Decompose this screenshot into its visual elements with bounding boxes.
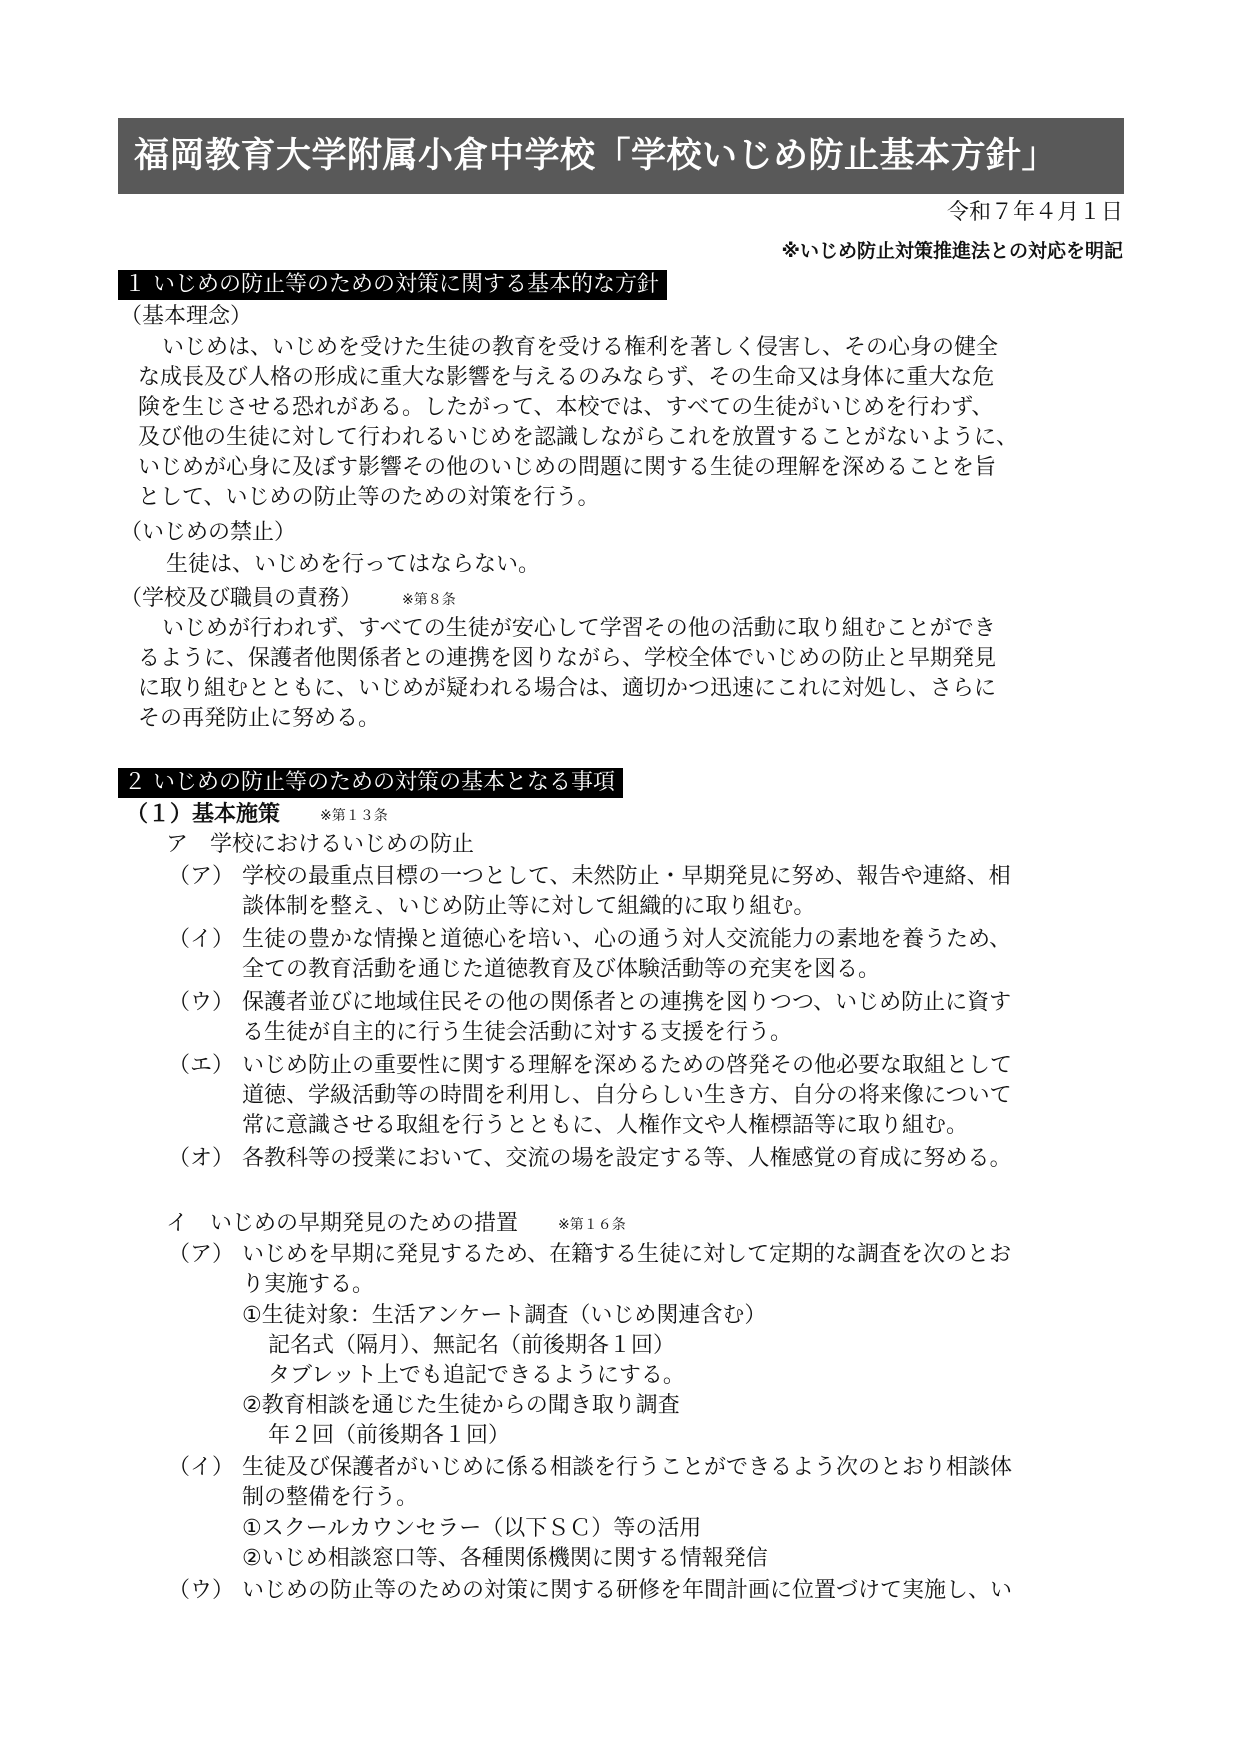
paragraph-line: いじめが心身に及ぼす影響その他のいじめの問題に関する生徒の理解を深めることを旨 — [138, 455, 997, 480]
list-item-line: り実施する。 — [242, 1272, 375, 1297]
list-item-line: る生徒が自主的に行う生徒会活動に対する支援を行う。 — [242, 1020, 793, 1045]
paragraph-line: な成長及び人格の形成に重大な影響を与えるのみならず、その生命又は身体に重大な危 — [138, 365, 995, 390]
article-note: ※第８条 — [402, 592, 456, 608]
list-item-line: 保護者並びに地域住民その他の関係者との連携を図りつつ、いじめ防止に資す — [242, 990, 1012, 1015]
list-mark: （ウ） — [168, 990, 235, 1015]
list-item-line: 学校の最重点目標の一つとして、未然防止・早期発見に努め、報告や連絡、相 — [242, 864, 1011, 889]
list-item-line: いじめを早期に発見するため、在籍する生徒に対して定期的な調査を次のとお — [242, 1242, 1012, 1267]
law-correspondence-note: ※いじめ防止対策推進法との対応を明記 — [781, 240, 1123, 262]
paragraph-line: 及び他の生徒に対して行われるいじめを認識しながらこれを放置することがないように、 — [138, 425, 1019, 450]
list-item-line: 談体制を整え、いじめ防止等に対して組織的に取り組む。 — [242, 894, 816, 919]
paragraph-line: 険を生じさせる恐れがある。したがって、本校では、すべての生徒がいじめを行わず、 — [138, 395, 994, 420]
list-item-line: いじめ防止の重要性に関する理解を深めるための啓発その他必要な取組として — [242, 1053, 1013, 1078]
list-mark: （ア） — [168, 1242, 235, 1267]
section1-heading: １ いじめの防止等のための対策に関する基本的な方針 — [118, 270, 667, 300]
sub-list-line: ②教育相談を通じた生徒からの聞き取り調査 — [242, 1393, 680, 1418]
list-item-line: 常に意識させる取組を行うとともに、人権作文や人権標語等に取り組む。 — [242, 1113, 969, 1138]
section2-heading: ２ いじめの防止等のための対策の基本となる事項 — [118, 768, 623, 798]
list-item-line: いじめの防止等のための対策に関する研修を年間計画に位置づけて実施し、い — [242, 1578, 1013, 1603]
list-item-line: 生徒及び保護者がいじめに係る相談を行うことができるよう次のとおり相談体 — [242, 1455, 1013, 1480]
section2-subheading-basic-measures — [126, 800, 388, 831]
sub-list-line: 記名式（隔月）、無記名（前後期各１回） — [268, 1333, 676, 1358]
sub-list-line: ①生徒対象：生活アンケート調査（いじめ関連含む） — [242, 1303, 767, 1328]
list-item-line: 全ての教育活動を通じた道徳教育及び体験活動等の充実を図る。 — [242, 957, 881, 982]
list-mark: （オ） — [168, 1146, 235, 1171]
list-item-line: 各教科等の授業において、交流の場を設定する等、人権感覚の育成に努める。 — [242, 1146, 1012, 1171]
paragraph-line: るように、保護者他関係者との連携を図りながら、学校全体でいじめの防止と早期発見 — [138, 646, 997, 671]
article-note: ※第１６条 — [558, 1217, 626, 1233]
list-mark: （ア） — [168, 864, 235, 889]
item-b-label: イ いじめの早期発見のための措置 — [166, 1211, 519, 1236]
sub-list-line: 年２回（前後期各１回） — [268, 1423, 511, 1448]
duties-label: （学校及び職員の責務） — [120, 586, 363, 611]
paragraph-line: に取り組むとともに、いじめが疑われる場合は、適切かつ迅速にこれに対処し、さらに — [138, 676, 997, 701]
section1-subheading-prohibition: （いじめの禁止） — [120, 520, 297, 545]
paragraph-line: いじめが行われず、すべての生徒が安心して学習その他の活動に取り組むことができ — [162, 616, 996, 641]
section1-subheading-duties — [120, 584, 456, 615]
section1-subheading-basic-philosophy: （基本理念） — [120, 304, 253, 329]
list-mark: （イ） — [168, 927, 235, 952]
basic-measures-label: （１）基本施策 — [126, 802, 281, 827]
item-b-heading — [166, 1209, 626, 1240]
list-item-line: 道徳、学級活動等の時間を利用し、自分らしい生き方、自分の将来像について — [242, 1083, 1012, 1108]
paragraph-line: 生徒は、いじめを行ってはならない。 — [166, 552, 541, 577]
list-mark: （エ） — [168, 1053, 235, 1078]
sub-list-line: タブレット上でも追記できるようにする。 — [268, 1363, 685, 1388]
list-mark: （ウ） — [168, 1578, 235, 1603]
list-mark: （イ） — [168, 1455, 235, 1480]
sub-list-line: ②いじめ相談窓口等、各種関係機関に関する情報発信 — [242, 1546, 768, 1571]
article-note: ※第１３条 — [320, 808, 388, 824]
item-a-label: ア 学校におけるいじめの防止 — [166, 832, 475, 857]
document-date: 令和７年４月１日 — [946, 200, 1123, 225]
paragraph-line: として、いじめの防止等のための対策を行う。 — [138, 485, 600, 510]
list-item-line: 生徒の豊かな情操と道徳心を培い、心の通う対人交流能力の素地を養うため、 — [242, 927, 1012, 952]
paragraph-line: いじめは、いじめを受けた生徒の教育を受ける権利を著しく侵害し、その心身の健全 — [162, 335, 999, 360]
list-item-line: 制の整備を行う。 — [242, 1485, 419, 1510]
paragraph-line: その再発防止に努める。 — [138, 706, 381, 731]
sub-list-line: ①スクールカウンセラー（以下ＳＣ）等の活用 — [242, 1516, 702, 1541]
page-title: 福岡教育大学附属小倉中学校「学校いじめ防止基本方針」 — [118, 118, 1124, 194]
